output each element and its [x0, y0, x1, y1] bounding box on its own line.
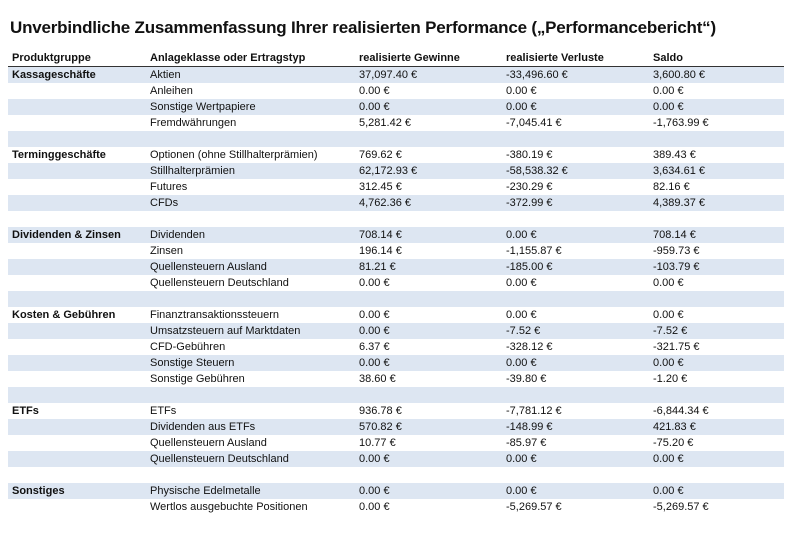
cell-gewinne: 0.00 € [355, 83, 502, 99]
cell-produktgruppe [8, 371, 146, 387]
cell-saldo: 4,389.37 € [649, 195, 784, 211]
cell-saldo: -5,269.57 € [649, 499, 784, 515]
cell-anlageklasse: Physische Edelmetalle [146, 483, 355, 499]
cell-anlageklasse: Wertlos ausgebuchte Positionen [146, 499, 355, 515]
cell-verluste: -380.19 € [502, 147, 649, 163]
cell-anlageklasse [146, 131, 355, 147]
table-row [8, 307, 784, 323]
table-row [8, 467, 784, 483]
cell-anlageklasse: Aktien [146, 67, 355, 84]
table-row [8, 451, 784, 467]
cell-verluste: 0.00 € [502, 483, 649, 499]
table-row [8, 291, 784, 307]
cell-saldo: -321.75 € [649, 339, 784, 355]
cell-gewinne [355, 467, 502, 483]
cell-verluste: -148.99 € [502, 419, 649, 435]
cell-gewinne: 570.82 € [355, 419, 502, 435]
cell-anlageklasse [146, 387, 355, 403]
table-row [8, 371, 784, 387]
table-row [8, 83, 784, 99]
cell-gewinne [355, 291, 502, 307]
cell-anlageklasse: Sonstige Steuern [146, 355, 355, 371]
cell-gewinne: 62,172.93 € [355, 163, 502, 179]
cell-gewinne: 0.00 € [355, 499, 502, 515]
cell-produktgruppe [8, 99, 146, 115]
table-row [8, 275, 784, 291]
cell-saldo [649, 467, 784, 483]
cell-saldo [649, 211, 784, 227]
cell-gewinne: 6.37 € [355, 339, 502, 355]
cell-gewinne: 37,097.40 € [355, 67, 502, 84]
column-header-produktgruppe: Produktgruppe [8, 50, 146, 67]
cell-gewinne: 0.00 € [355, 483, 502, 499]
cell-produktgruppe [8, 83, 146, 99]
cell-produktgruppe: Kassageschäfte [8, 67, 146, 84]
cell-gewinne: 0.00 € [355, 355, 502, 371]
cell-anlageklasse: Fremdwährungen [146, 115, 355, 131]
cell-verluste: -7.52 € [502, 323, 649, 339]
cell-produktgruppe [8, 387, 146, 403]
cell-produktgruppe [8, 131, 146, 147]
page-title: Unverbindliche Zusammenfassung Ihrer realisierten Performance („Performancebericht“) [10, 18, 716, 37]
cell-anlageklasse: Futures [146, 179, 355, 195]
cell-produktgruppe [8, 355, 146, 371]
cell-produktgruppe [8, 419, 146, 435]
cell-anlageklasse: Zinsen [146, 243, 355, 259]
cell-saldo [649, 387, 784, 403]
table-row [8, 195, 784, 211]
cell-saldo: 3,600.80 € [649, 67, 784, 84]
table-row [8, 211, 784, 227]
cell-anlageklasse: Sonstige Wertpapiere [146, 99, 355, 115]
cell-verluste [502, 211, 649, 227]
cell-verluste: 0.00 € [502, 307, 649, 323]
cell-saldo: 0.00 € [649, 451, 784, 467]
cell-produktgruppe: Kosten & Gebühren [8, 307, 146, 323]
cell-saldo: 389.43 € [649, 147, 784, 163]
cell-produktgruppe [8, 243, 146, 259]
cell-saldo: -1.20 € [649, 371, 784, 387]
table-row [8, 115, 784, 131]
cell-gewinne: 0.00 € [355, 307, 502, 323]
cell-anlageklasse: CFD-Gebühren [146, 339, 355, 355]
cell-produktgruppe [8, 195, 146, 211]
table-row [8, 99, 784, 115]
cell-saldo: -6,844.34 € [649, 403, 784, 419]
cell-produktgruppe: ETFs [8, 403, 146, 419]
table-row [8, 323, 784, 339]
column-header-verluste: realisierte Verluste [502, 50, 649, 67]
table-row [8, 227, 784, 243]
cell-gewinne: 936.78 € [355, 403, 502, 419]
cell-verluste: -33,496.60 € [502, 67, 649, 84]
table-row [8, 163, 784, 179]
table-row [8, 355, 784, 371]
cell-anlageklasse: Anleihen [146, 83, 355, 99]
table-row [8, 67, 784, 84]
cell-verluste: -185.00 € [502, 259, 649, 275]
cell-anlageklasse [146, 211, 355, 227]
cell-verluste: 0.00 € [502, 99, 649, 115]
cell-verluste: 0.00 € [502, 227, 649, 243]
cell-saldo: 421.83 € [649, 419, 784, 435]
cell-saldo: 0.00 € [649, 99, 784, 115]
cell-gewinne [355, 387, 502, 403]
cell-saldo [649, 291, 784, 307]
cell-produktgruppe [8, 499, 146, 515]
table-row [8, 131, 784, 147]
cell-verluste: -39.80 € [502, 371, 649, 387]
cell-gewinne: 0.00 € [355, 451, 502, 467]
cell-verluste: -328.12 € [502, 339, 649, 355]
cell-anlageklasse: Quellensteuern Ausland [146, 435, 355, 451]
cell-saldo: -1,763.99 € [649, 115, 784, 131]
cell-produktgruppe [8, 275, 146, 291]
cell-produktgruppe [8, 467, 146, 483]
cell-anlageklasse [146, 291, 355, 307]
table-header-row [8, 50, 784, 67]
table-row [8, 179, 784, 195]
table-row [8, 339, 784, 355]
cell-produktgruppe [8, 211, 146, 227]
cell-verluste: 0.00 € [502, 355, 649, 371]
cell-anlageklasse: Dividenden [146, 227, 355, 243]
cell-produktgruppe [8, 291, 146, 307]
cell-anlageklasse: Sonstige Gebühren [146, 371, 355, 387]
cell-anlageklasse: Umsatzsteuern auf Marktdaten [146, 323, 355, 339]
cell-anlageklasse: Quellensteuern Ausland [146, 259, 355, 275]
cell-saldo: -959.73 € [649, 243, 784, 259]
cell-saldo: 3,634.61 € [649, 163, 784, 179]
cell-verluste: -7,045.41 € [502, 115, 649, 131]
table-body [8, 67, 784, 516]
cell-produktgruppe: Dividenden & Zinsen [8, 227, 146, 243]
performance-table [8, 50, 784, 515]
cell-verluste [502, 291, 649, 307]
column-header-anlageklasse: Anlageklasse oder Ertragstyp [146, 50, 355, 67]
column-header-saldo: Saldo [649, 50, 784, 67]
cell-verluste [502, 387, 649, 403]
cell-gewinne: 769.62 € [355, 147, 502, 163]
cell-gewinne: 312.45 € [355, 179, 502, 195]
cell-anlageklasse: Quellensteuern Deutschland [146, 451, 355, 467]
cell-verluste: -7,781.12 € [502, 403, 649, 419]
cell-gewinne: 4,762.36 € [355, 195, 502, 211]
table-row [8, 499, 784, 515]
cell-produktgruppe [8, 451, 146, 467]
cell-verluste: 0.00 € [502, 275, 649, 291]
cell-verluste: 0.00 € [502, 451, 649, 467]
cell-produktgruppe [8, 163, 146, 179]
cell-verluste: -85.97 € [502, 435, 649, 451]
cell-verluste [502, 467, 649, 483]
cell-gewinne: 5,281.42 € [355, 115, 502, 131]
cell-gewinne: 81.21 € [355, 259, 502, 275]
cell-saldo: 0.00 € [649, 483, 784, 499]
cell-produktgruppe [8, 179, 146, 195]
cell-gewinne: 0.00 € [355, 275, 502, 291]
cell-produktgruppe [8, 259, 146, 275]
cell-saldo: 0.00 € [649, 83, 784, 99]
cell-gewinne [355, 211, 502, 227]
cell-saldo: 0.00 € [649, 275, 784, 291]
column-header-gewinne: realisierte Gewinne [355, 50, 502, 67]
cell-verluste: 0.00 € [502, 83, 649, 99]
cell-gewinne: 708.14 € [355, 227, 502, 243]
cell-anlageklasse: Quellensteuern Deutschland [146, 275, 355, 291]
cell-anlageklasse: ETFs [146, 403, 355, 419]
table-row [8, 435, 784, 451]
cell-saldo: 0.00 € [649, 355, 784, 371]
cell-anlageklasse: Finanztransaktionssteuern [146, 307, 355, 323]
cell-saldo: 82.16 € [649, 179, 784, 195]
cell-gewinne: 10.77 € [355, 435, 502, 451]
cell-gewinne [355, 131, 502, 147]
cell-verluste: -5,269.57 € [502, 499, 649, 515]
cell-gewinne: 0.00 € [355, 323, 502, 339]
cell-saldo: 708.14 € [649, 227, 784, 243]
cell-verluste: -372.99 € [502, 195, 649, 211]
cell-produktgruppe [8, 115, 146, 131]
cell-anlageklasse [146, 467, 355, 483]
cell-produktgruppe: Terminggeschäfte [8, 147, 146, 163]
table-row [8, 403, 784, 419]
cell-anlageklasse: Dividenden aus ETFs [146, 419, 355, 435]
table-row [8, 483, 784, 499]
table-row [8, 147, 784, 163]
cell-anlageklasse: Stillhalterprämien [146, 163, 355, 179]
table-row [8, 387, 784, 403]
cell-anlageklasse: Optionen (ohne Stillhalterprämien) [146, 147, 355, 163]
cell-saldo: -103.79 € [649, 259, 784, 275]
cell-produktgruppe [8, 323, 146, 339]
cell-verluste: -1,155.87 € [502, 243, 649, 259]
cell-gewinne: 0.00 € [355, 99, 502, 115]
cell-produktgruppe [8, 339, 146, 355]
cell-saldo: 0.00 € [649, 307, 784, 323]
cell-anlageklasse: CFDs [146, 195, 355, 211]
cell-saldo [649, 131, 784, 147]
table-row [8, 243, 784, 259]
cell-produktgruppe: Sonstiges [8, 483, 146, 499]
table-row [8, 419, 784, 435]
table-row [8, 259, 784, 275]
cell-verluste: -230.29 € [502, 179, 649, 195]
cell-verluste [502, 131, 649, 147]
cell-verluste: -58,538.32 € [502, 163, 649, 179]
cell-saldo: -75.20 € [649, 435, 784, 451]
cell-gewinne: 38.60 € [355, 371, 502, 387]
cell-gewinne: 196.14 € [355, 243, 502, 259]
cell-produktgruppe [8, 435, 146, 451]
cell-saldo: -7.52 € [649, 323, 784, 339]
